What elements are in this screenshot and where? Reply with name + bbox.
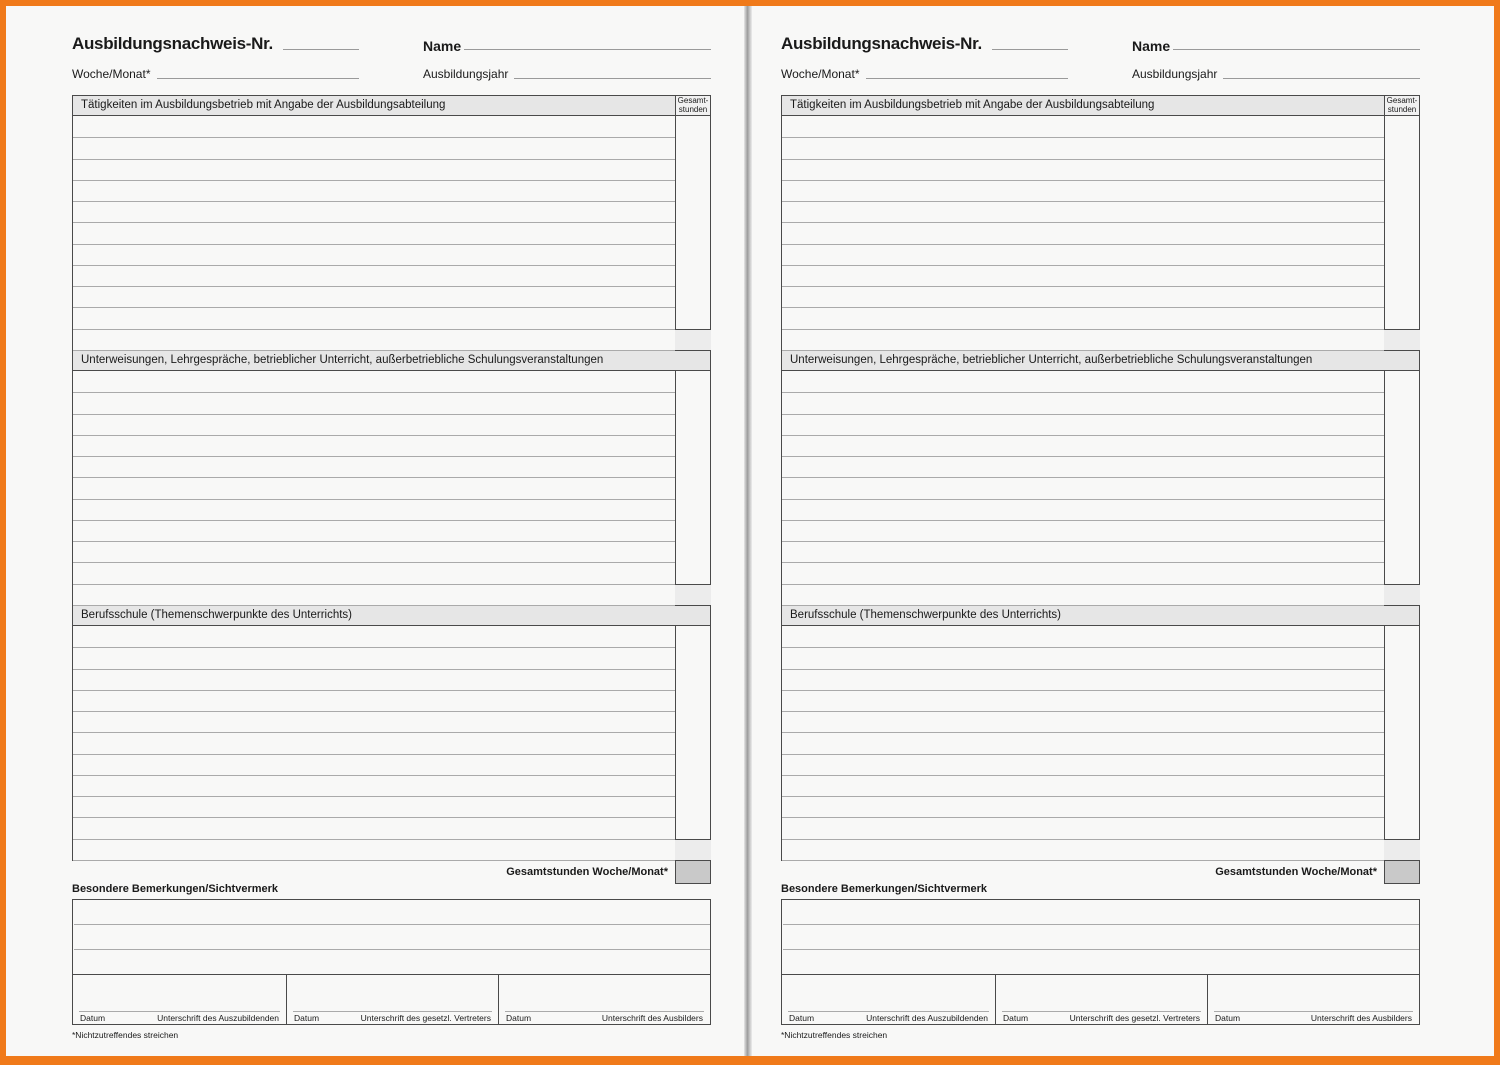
entry-line[interactable] bbox=[73, 541, 675, 542]
entry-line[interactable] bbox=[73, 860, 675, 861]
entry-line[interactable] bbox=[73, 329, 675, 330]
signature-cell-vertreter[interactable] bbox=[995, 975, 1207, 1025]
open-book bbox=[6, 6, 1494, 1056]
entry-line[interactable] bbox=[73, 775, 675, 776]
entry-line[interactable] bbox=[73, 647, 675, 648]
ausbildungsjahr-field-line[interactable] bbox=[1223, 78, 1420, 79]
gesamtstunden-header-line2: stunden bbox=[678, 104, 708, 114]
remarks-line[interactable] bbox=[74, 924, 710, 925]
signature-date-label: Datum bbox=[789, 1013, 815, 1023]
entry-line[interactable] bbox=[782, 265, 1384, 266]
form-title: Ausbildungsnachweis-Nr. bbox=[781, 34, 982, 53]
entry-line[interactable] bbox=[73, 477, 675, 478]
entry-line[interactable] bbox=[73, 201, 675, 202]
signature-date-label: Datum bbox=[294, 1013, 320, 1023]
entry-line[interactable] bbox=[73, 605, 675, 606]
section-hours-subtotal-box[interactable] bbox=[1384, 839, 1420, 860]
signature-label: Unterschrift des Ausbilders bbox=[1310, 1013, 1412, 1023]
entry-line[interactable] bbox=[73, 711, 675, 712]
signature-line bbox=[1214, 1011, 1413, 1012]
entry-line[interactable] bbox=[73, 286, 675, 287]
signature-row bbox=[782, 974, 1419, 1025]
signature-line bbox=[79, 1011, 280, 1012]
entry-line[interactable] bbox=[73, 817, 675, 818]
section-hours-subtotal-box[interactable] bbox=[675, 584, 711, 605]
entry-line[interactable] bbox=[782, 860, 1384, 861]
woche-monat-label: Woche/Monat* bbox=[781, 67, 860, 81]
signature-cell-ausbilder[interactable] bbox=[498, 975, 710, 1025]
signature-label: Unterschrift des Auszubildenden bbox=[866, 1013, 988, 1023]
hours-column-divider bbox=[1384, 116, 1385, 350]
hours-column-divider bbox=[675, 116, 676, 350]
remarks-line[interactable] bbox=[74, 949, 710, 950]
signature-date-label: Datum bbox=[80, 1013, 106, 1023]
entry-line[interactable] bbox=[782, 584, 1384, 585]
section-hours-subtotal-box[interactable] bbox=[1384, 584, 1420, 605]
signature-date-label: Datum bbox=[1003, 1013, 1029, 1023]
hours-column-divider bbox=[675, 626, 676, 860]
ausbildungsjahr-field-line[interactable] bbox=[514, 78, 711, 79]
entry-line[interactable] bbox=[782, 392, 1384, 393]
signature-date-label: Datum bbox=[506, 1013, 532, 1023]
entry-line[interactable] bbox=[782, 414, 1384, 415]
entry-line[interactable] bbox=[73, 456, 675, 457]
total-hours-label: Gesamtstunden Woche/Monat* bbox=[1215, 866, 1377, 878]
hours-column-divider bbox=[1384, 626, 1385, 860]
section-hours-subtotal-box[interactable] bbox=[675, 329, 711, 350]
signature-label: Unterschrift des Auszubildenden bbox=[157, 1013, 279, 1023]
entry-line[interactable] bbox=[782, 350, 1384, 351]
section-header-berufsschule: Berufsschule (Themenschwerpunkte des Unterrichts) bbox=[781, 605, 1420, 626]
entry-line[interactable] bbox=[782, 775, 1384, 776]
entry-line[interactable] bbox=[782, 520, 1384, 521]
signature-cell-auszubildender[interactable] bbox=[73, 975, 286, 1025]
entry-line[interactable] bbox=[73, 499, 675, 500]
entry-line[interactable] bbox=[73, 839, 675, 840]
total-hours-box[interactable] bbox=[675, 860, 711, 884]
entry-line[interactable] bbox=[73, 669, 675, 670]
entry-line[interactable] bbox=[73, 562, 675, 563]
entry-line[interactable] bbox=[73, 159, 675, 160]
entry-line[interactable] bbox=[782, 541, 1384, 542]
entry-line[interactable] bbox=[782, 817, 1384, 818]
entry-line[interactable] bbox=[782, 137, 1384, 138]
entry-line[interactable] bbox=[782, 435, 1384, 436]
entry-line[interactable] bbox=[782, 732, 1384, 733]
entry-line[interactable] bbox=[782, 307, 1384, 308]
signature-label: Unterschrift des gesetzl. Vertreters bbox=[1069, 1013, 1200, 1023]
entry-line[interactable] bbox=[782, 244, 1384, 245]
woche-monat-field-line[interactable] bbox=[866, 78, 1068, 79]
entry-line[interactable] bbox=[73, 754, 675, 755]
gesamtstunden-column-header bbox=[675, 95, 711, 116]
entry-line[interactable] bbox=[73, 350, 675, 351]
signature-cell-ausbilder[interactable] bbox=[1207, 975, 1419, 1025]
entry-line[interactable] bbox=[782, 180, 1384, 181]
entry-line[interactable] bbox=[782, 690, 1384, 691]
entry-line[interactable] bbox=[782, 605, 1384, 606]
nr-field-line[interactable] bbox=[992, 49, 1068, 50]
entry-line[interactable] bbox=[782, 796, 1384, 797]
remarks-line[interactable] bbox=[783, 924, 1419, 925]
entry-line[interactable] bbox=[73, 244, 675, 245]
entry-line[interactable] bbox=[73, 732, 675, 733]
gesamtstunden-header-line1: Gesamt- bbox=[1386, 96, 1418, 105]
entry-line[interactable] bbox=[73, 265, 675, 266]
woche-monat-label: Woche/Monat* bbox=[72, 67, 151, 81]
entry-line[interactable] bbox=[782, 456, 1384, 457]
remarks-box bbox=[72, 899, 711, 1025]
entry-line[interactable] bbox=[73, 222, 675, 223]
footnote: *Nichtzutreffendes streichen bbox=[72, 1030, 179, 1040]
name-field-line[interactable] bbox=[1173, 49, 1420, 50]
section-header-taetigkeiten: Tätigkeiten im Ausbildungsbetrieb mit Angabe der Ausbildungsabteilung bbox=[72, 95, 676, 116]
entry-line[interactable] bbox=[782, 286, 1384, 287]
entry-line[interactable] bbox=[73, 520, 675, 521]
signature-cell-auszubildender[interactable] bbox=[782, 975, 995, 1025]
entry-line[interactable] bbox=[782, 477, 1384, 478]
gesamtstunden-header-line1: Gesamt- bbox=[677, 96, 709, 105]
entry-line[interactable] bbox=[73, 796, 675, 797]
ausbildungsjahr-label: Ausbildungsjahr bbox=[1132, 67, 1218, 81]
gesamtstunden-header-line2: stunden bbox=[1387, 104, 1417, 114]
section-header-berufsschule: Berufsschule (Themenschwerpunkte des Unterrichts) bbox=[72, 605, 711, 626]
entry-line[interactable] bbox=[782, 647, 1384, 648]
entry-line[interactable] bbox=[782, 159, 1384, 160]
entry-line[interactable] bbox=[73, 584, 675, 585]
entry-line[interactable] bbox=[782, 201, 1384, 202]
entry-line[interactable] bbox=[782, 669, 1384, 670]
entry-line[interactable] bbox=[782, 839, 1384, 840]
gesamtstunden-column-header bbox=[1384, 95, 1420, 116]
hours-column-divider bbox=[675, 371, 676, 605]
signature-line bbox=[1002, 1011, 1201, 1012]
footnote: *Nichtzutreffendes streichen bbox=[781, 1030, 888, 1040]
entry-line[interactable] bbox=[782, 499, 1384, 500]
section-hours-subtotal-box[interactable] bbox=[675, 839, 711, 860]
entry-line[interactable] bbox=[73, 307, 675, 308]
ausbildungsjahr-label: Ausbildungsjahr bbox=[423, 67, 509, 81]
entry-line[interactable] bbox=[73, 435, 675, 436]
entry-line[interactable] bbox=[73, 690, 675, 691]
remarks-line[interactable] bbox=[783, 949, 1419, 950]
remarks-label: Besondere Bemerkungen/Sichtvermerk bbox=[781, 883, 988, 895]
name-label: Name bbox=[423, 38, 462, 54]
remarks-label: Besondere Bemerkungen/Sichtvermerk bbox=[72, 883, 279, 895]
signature-line bbox=[788, 1011, 989, 1012]
entry-line[interactable] bbox=[73, 414, 675, 415]
section-header-unterweisungen: Unterweisungen, Lehrgespräche, betrieblicher Unterricht, außerbetriebliche Schulungsveranstaltungen bbox=[72, 350, 711, 371]
woche-monat-field-line[interactable] bbox=[157, 78, 359, 79]
remarks-box bbox=[781, 899, 1420, 1025]
signature-date-label: Datum bbox=[1215, 1013, 1241, 1023]
entry-line[interactable] bbox=[782, 329, 1384, 330]
signature-label: Unterschrift des Ausbilders bbox=[601, 1013, 703, 1023]
entry-line[interactable] bbox=[73, 180, 675, 181]
right-page bbox=[715, 6, 1453, 1056]
entry-line[interactable] bbox=[782, 711, 1384, 712]
nr-field-line[interactable] bbox=[283, 49, 359, 50]
total-hours-label: Gesamtstunden Woche/Monat* bbox=[506, 866, 668, 878]
form-title: Ausbildungsnachweis-Nr. bbox=[72, 34, 273, 53]
signature-line bbox=[505, 1011, 704, 1012]
total-hours-box[interactable] bbox=[1384, 860, 1420, 884]
signature-label: Unterschrift des gesetzl. Vertreters bbox=[360, 1013, 491, 1023]
entry-line[interactable] bbox=[73, 392, 675, 393]
left-page bbox=[6, 6, 744, 1056]
section-header-taetigkeiten: Tätigkeiten im Ausbildungsbetrieb mit Angabe der Ausbildungsabteilung bbox=[781, 95, 1385, 116]
name-label: Name bbox=[1132, 38, 1171, 54]
entry-line[interactable] bbox=[73, 137, 675, 138]
entry-line[interactable] bbox=[782, 562, 1384, 563]
signature-line bbox=[293, 1011, 492, 1012]
signature-row bbox=[73, 974, 710, 1025]
section-hours-subtotal-box[interactable] bbox=[1384, 329, 1420, 350]
section-header-unterweisungen: Unterweisungen, Lehrgespräche, betrieblicher Unterricht, außerbetriebliche Schulungsveranstaltungen bbox=[781, 350, 1420, 371]
signature-cell-vertreter[interactable] bbox=[286, 975, 498, 1025]
hours-column-divider bbox=[1384, 371, 1385, 605]
entry-line[interactable] bbox=[782, 222, 1384, 223]
entry-line[interactable] bbox=[782, 754, 1384, 755]
name-field-line[interactable] bbox=[464, 49, 711, 50]
